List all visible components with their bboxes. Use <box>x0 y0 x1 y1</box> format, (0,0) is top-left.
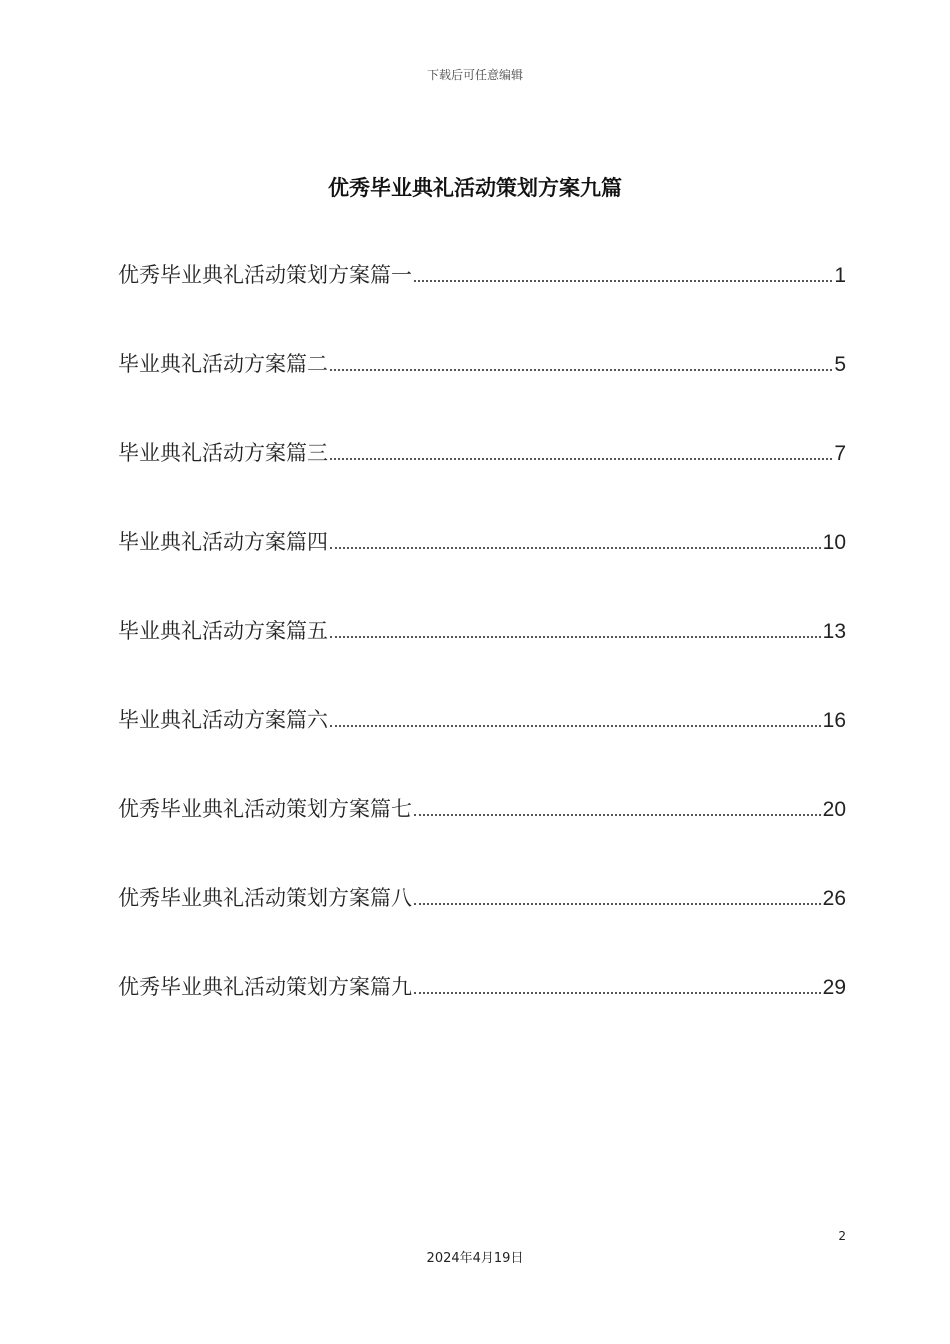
toc-dot-leader <box>330 636 821 638</box>
toc-dot-leader <box>414 814 821 816</box>
toc-dot-leader <box>414 280 832 282</box>
table-of-contents <box>118 260 846 1061</box>
toc-entry-label: 优秀毕业典礼活动策划方案篇七 <box>118 797 412 821</box>
toc-entry-1[interactable] <box>118 260 846 349</box>
toc-entry-page: 1 <box>834 264 846 287</box>
toc-entry-8[interactable] <box>118 883 846 972</box>
toc-entry-2[interactable] <box>118 349 846 438</box>
toc-entry-9[interactable] <box>118 972 846 1061</box>
toc-entry-3[interactable] <box>118 438 846 527</box>
toc-entry-label: 优秀毕业典礼活动策划方案篇九 <box>118 975 412 999</box>
toc-entry-4[interactable] <box>118 527 846 616</box>
toc-dot-leader <box>414 903 821 905</box>
toc-dot-leader <box>330 725 821 727</box>
toc-entry-page: 5 <box>834 353 846 376</box>
page-number: 2 <box>838 1229 846 1243</box>
document-title: 优秀毕业典礼活动策划方案九篇 <box>328 176 622 200</box>
toc-entry-label: 毕业典礼活动方案篇三 <box>118 441 328 465</box>
toc-entry-label: 毕业典礼活动方案篇五 <box>118 619 328 643</box>
toc-entry-page: 16 <box>822 709 846 732</box>
toc-entry-page: 20 <box>822 798 846 821</box>
toc-entry-page: 7 <box>834 442 846 465</box>
toc-entry-6[interactable] <box>118 705 846 794</box>
toc-entry-label: 毕业典礼活动方案篇六 <box>118 708 328 732</box>
toc-entry-page: 26 <box>822 887 846 910</box>
toc-entry-label: 优秀毕业典礼活动策划方案篇八 <box>118 886 412 910</box>
toc-entry-label: 毕业典礼活动方案篇四 <box>118 530 328 554</box>
toc-dot-leader <box>414 992 821 994</box>
toc-entry-page: 10 <box>822 531 846 554</box>
toc-entry-label: 毕业典礼活动方案篇二 <box>118 352 328 376</box>
toc-entry-7[interactable] <box>118 794 846 883</box>
toc-entry-page: 29 <box>822 976 846 999</box>
header-note: 下载后可任意编辑 <box>426 68 523 82</box>
toc-dot-leader <box>330 369 832 371</box>
toc-dot-leader <box>330 547 821 549</box>
toc-entry-page: 13 <box>822 620 846 643</box>
toc-entry-label: 优秀毕业典礼活动策划方案篇一 <box>118 263 412 287</box>
toc-dot-leader <box>330 458 832 460</box>
toc-entry-5[interactable] <box>118 616 846 705</box>
footer-date: 2024年4月19日 <box>426 1251 524 1266</box>
